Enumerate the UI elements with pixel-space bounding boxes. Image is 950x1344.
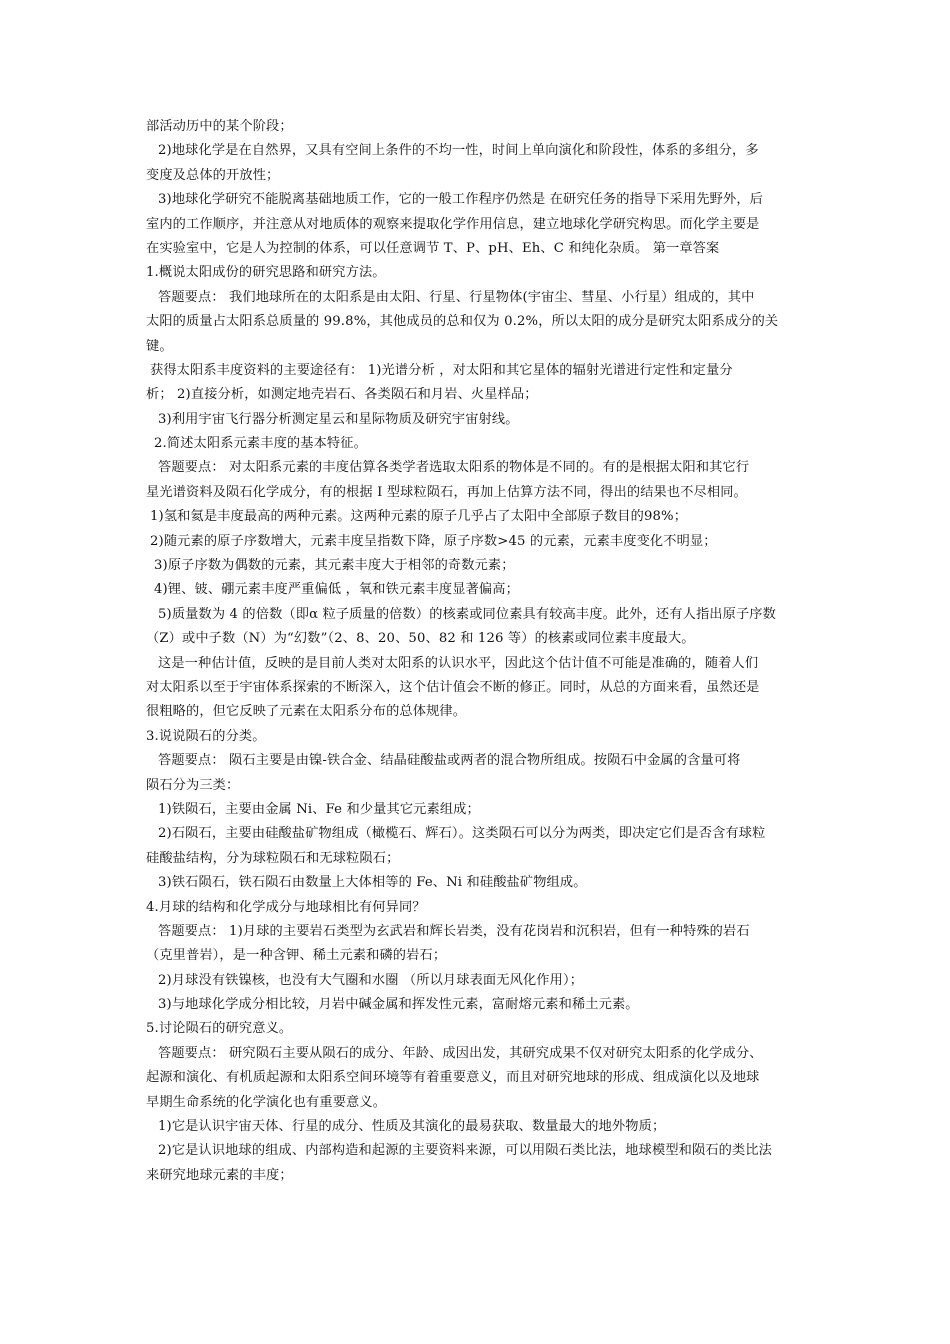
text-line: 在实验室中，它是人为控制的体系，可以任意调节 T、P、pH、Eh、C 和纯化杂质。 第一章答案 bbox=[146, 240, 720, 256]
text-line: 星光谱资料及陨石化学成分，有的根据 I 型球粒陨石，再加上估算方法不同，得出的结果也不尽相同。 bbox=[146, 484, 747, 500]
text-line: 2)随元素的原子序数增大，元素丰度呈指数下降，原子序数>45 的元素，元素丰度变化不明显； bbox=[150, 533, 717, 549]
text-line: 析； 2)直接分析，如测定地壳岩石、各类陨石和月岩、火星样品； bbox=[146, 387, 538, 403]
text-line: 键。 bbox=[146, 338, 173, 354]
text-line: （Z）或中子数（N）为“幻数”（2、8、20、50、82 和 126 等）的核素或同位素丰度最大。 bbox=[146, 631, 695, 647]
text-line: 来研究地球元素的丰度； bbox=[146, 1167, 293, 1183]
text-line: 3)利用宇宙飞行器分析测定星云和星际物质及研究宇宙射线。 bbox=[158, 411, 519, 427]
text-line: 2)它是认识地球的组成、内部构造和起源的主要资料来源，可以用陨石类比法，地球模型和陨石的类比法 bbox=[158, 1143, 773, 1159]
text-line: 硅酸盐结构，分为球粒陨石和无球粒陨石； bbox=[146, 850, 400, 866]
text-line: 1)氢和氦是丰度最高的两种元素。这两种元素的原子几乎占了太阳中全部原子数目的98%； bbox=[150, 509, 688, 525]
text-line: 答题要点： 陨石主要是由镍-铁合金、结晶硅酸盐或两者的混合物所组成。按陨石中金属的含量可将 bbox=[158, 753, 741, 769]
text-line: 获得太阳系丰度资料的主要途径有： 1)光谱分析 ，对太阳和其它星体的辐射光谱进行定性和定量分 bbox=[150, 362, 733, 378]
text-line: 2)石陨石，主要由硅酸盐矿物组成（橄榄石、辉石）。这类陨石可以分为两类，即决定它们是否含有球粒 bbox=[158, 826, 766, 842]
section-heading: 1.概说太阳成份的研究思路和研究方法。 bbox=[146, 265, 386, 281]
document-body bbox=[146, 115, 816, 1188]
text-line: 室内的工作顺序，并注意从对地质体的观察来提取化学作用信息，建立地球化学研究构思。而化学主要是 bbox=[146, 216, 760, 232]
text-line: 2)月球没有铁镍核，也没有大气圈和水圈 （所以月球表面无风化作用）； bbox=[158, 972, 584, 988]
text-line: 3)铁石陨石，铁石陨石由数量上大体相等的 Fe、Ni 和硅酸盐矿物组成。 bbox=[158, 875, 587, 891]
section-heading: 5.讨论陨石的研究意义。 bbox=[146, 1021, 293, 1037]
text-line: 3)地球化学研究不能脱离基础地质工作，它的一般工作程序仍然是 在研究任务的指导下采用先野外，后 bbox=[158, 192, 764, 208]
text-line: 答题要点： 对太阳系元素的丰度估算各类学者选取太阳系的物体是不同的。有的是根据太阳和其它行 bbox=[158, 460, 750, 476]
text-line: 对太阳系以至于宇宙体系探索的不断深入，这个估计值会不断的修正。同时，从总的方面来看，虽然还是 bbox=[146, 679, 760, 695]
text-line: 3)与地球化学成分相比较，月岩中碱金属和挥发性元素，富耐熔元素和稀土元素。 bbox=[158, 997, 639, 1013]
text-line: 5)质量数为 4 的倍数（即α 粒子质量的倍数）的核素或同位素具有较高丰度。此外，还有人指出原子序数 bbox=[158, 606, 776, 622]
text-line: 起源和演化、有机质起源和太阳系空间环境等有着重要意义，而且对研究地球的形成、组成演化以及地球 bbox=[146, 1070, 760, 1086]
text-line: （克里普岩），是一种含钾、稀土元素和磷的岩石； bbox=[146, 948, 447, 964]
text-line: 太阳的质量占太阳系总质量的 99.8%，其他成员的总和仅为 0.2%，所以太阳的成分是研究太阳系成分的关 bbox=[146, 314, 779, 330]
text-line: 很粗略的，但它反映了元素在太阳系分布的总体规律。 bbox=[146, 704, 467, 720]
text-line: 答题要点： 1)月球的主要岩石类型为玄武岩和辉长岩类，没有花岗岩和沉积岩，但有一种特殊的岩石 bbox=[158, 923, 750, 939]
text-line: 2)地球化学是在自然界，又具有空间上条件的不均一性，时间上单向演化和阶段性，体系的多组分，多 bbox=[158, 143, 759, 159]
text-line: 4)锂、铍、硼元素丰度严重偏低 ，氧和铁元素丰度显著偏高； bbox=[154, 582, 519, 598]
text-line: 陨石分为三类： bbox=[146, 777, 240, 793]
text-line: 部活动历中的某个阶段； bbox=[146, 119, 293, 134]
section-heading: 3.说说陨石的分类。 bbox=[146, 728, 266, 744]
section-heading: 2.简述太阳系元素丰度的基本特征。 bbox=[154, 436, 367, 452]
text-line: 1)它是认识宇宙天体、行星的成分、性质及其演化的最易获取、数量最大的地外物质； bbox=[158, 1119, 666, 1135]
section-heading: 4.月球的结构和化学成分与地球相比有何异同？ bbox=[146, 899, 426, 915]
text-line: 答题要点： 研究陨石主要从陨石的成分、年龄、成因出发，其研究成果不仅对研究太阳系的化学成分、 bbox=[158, 1045, 763, 1061]
text-line: 这是一种估计值，反映的是目前人类对太阳系的认识水平，因此这个估计值不可能是准确的，随着人们 bbox=[158, 655, 759, 671]
text-line: 变度及总体的开放性； bbox=[146, 167, 280, 183]
text-line: 答题要点： 我们地球所在的太阳系是由太阳、行星、行星物体(宇宙尘、彗星、小行星）组成的，其中 bbox=[158, 289, 755, 305]
text-line: 1)铁陨石，主要由金属 Ni、Fe 和少量其它元素组成； bbox=[158, 801, 480, 817]
text-line: 早期生命系统的化学演化也有重要意义。 bbox=[146, 1094, 387, 1110]
text-line: 3)原子序数为偶数的元素，其元素丰度大于相邻的奇数元素； bbox=[154, 558, 515, 574]
